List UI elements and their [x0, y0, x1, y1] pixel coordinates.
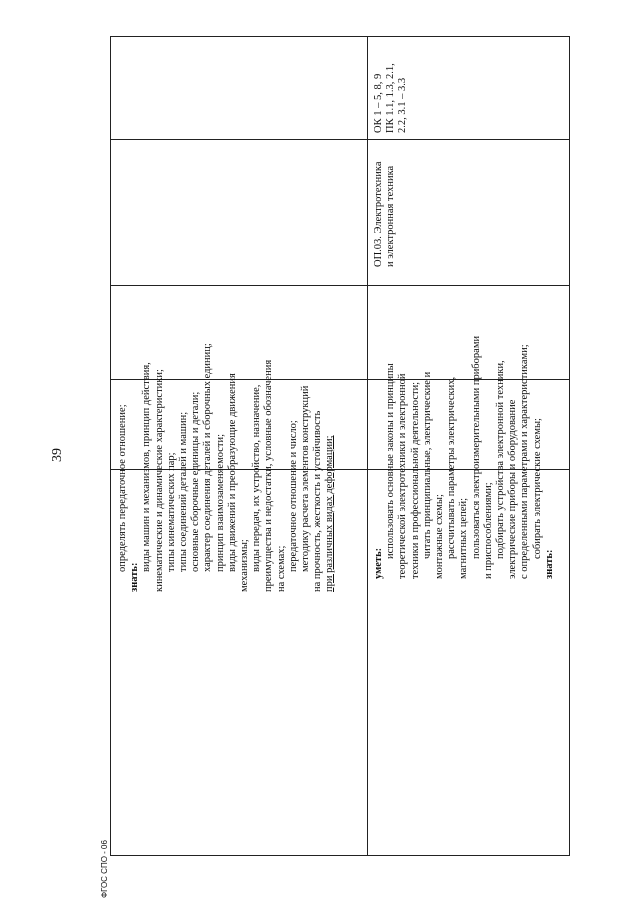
- column-divider: [111, 139, 569, 140]
- content-line: при различных видах деформации;: [324, 435, 336, 592]
- row2-competency-codes-cell: [373, 63, 410, 133]
- content-line: монтажные схемы;: [434, 494, 446, 579]
- content-line: на прочность, жесткость и устойчивость: [312, 410, 324, 592]
- content-line: основные сборочные единицы и детали;: [190, 391, 202, 572]
- content-line: теоретической электротехники и электронной: [397, 373, 409, 579]
- content-line: рассчитывать параметры электрических,: [446, 376, 458, 559]
- content-line: знать:: [543, 549, 555, 579]
- row2-content-cell: [373, 336, 556, 579]
- content-line: и приспособлениями;: [482, 482, 494, 579]
- content-line: методику расчета элементов конструкций: [300, 385, 312, 572]
- competency-table: [110, 36, 570, 856]
- column-divider: [111, 285, 569, 286]
- discipline-line: и электронная техника: [385, 165, 397, 267]
- content-line: принцип взаимозаменяемости;: [214, 433, 226, 572]
- content-line: техники в профессиональной деятельности;: [409, 381, 421, 579]
- row-divider: [367, 37, 368, 855]
- content-line: механизмы;: [239, 539, 251, 592]
- content-line: виды движений и преобразующие движения: [226, 373, 238, 572]
- content-line: собирать электрические схемы;: [531, 418, 543, 559]
- competency-code-line: 2.2, 3.1 – 3.3: [397, 77, 409, 133]
- page-number: 39: [50, 448, 65, 462]
- content-line: типы кинематических пар;: [165, 452, 177, 572]
- content-line: виды передач, их устройство, назначение,: [251, 384, 263, 572]
- competency-code-line: ПК 1.1, 1.3, 2.1,: [385, 63, 397, 133]
- content-line: типы соединений деталей и машин;: [178, 411, 190, 572]
- content-line: использовать основные законы и принципы: [385, 363, 397, 559]
- content-line: кинематические и динамические характеристики;: [153, 369, 165, 592]
- content-line: уметь:: [373, 547, 384, 579]
- content-line: на схемах;: [275, 545, 287, 592]
- content-line: определять передаточное отношение;: [117, 404, 128, 572]
- discipline-line: ОП.03. Электротехника: [373, 161, 384, 267]
- row1-content-cell: [117, 343, 337, 592]
- content-line: читать принципиальные, электрические и: [421, 371, 433, 559]
- page-footer: ФГОС СПО - 06: [100, 840, 109, 898]
- content-line: преимущества и недостатки, условные обозначения: [263, 359, 275, 592]
- competency-code-line: ОК 1 – 5, 8, 9: [373, 73, 384, 133]
- content-line: электрические приборы и оборудование: [507, 399, 519, 579]
- content-line: пользоваться электроизмерительными приборами: [470, 335, 482, 559]
- content-line: характер соединения деталей и сборочных единиц;: [202, 343, 214, 572]
- content-line: магнитных цепей;: [458, 497, 470, 579]
- content-line: передаточное отношение и число;: [287, 420, 299, 572]
- content-line: виды машин и механизмов, принцип действия,: [141, 362, 153, 572]
- row2-discipline-cell: [373, 162, 397, 267]
- content-line: подбирать устройства электронной техники,: [495, 360, 507, 559]
- content-line: знать:: [129, 562, 141, 592]
- content-line: с определенными параметрами и характеристиками;: [519, 344, 531, 579]
